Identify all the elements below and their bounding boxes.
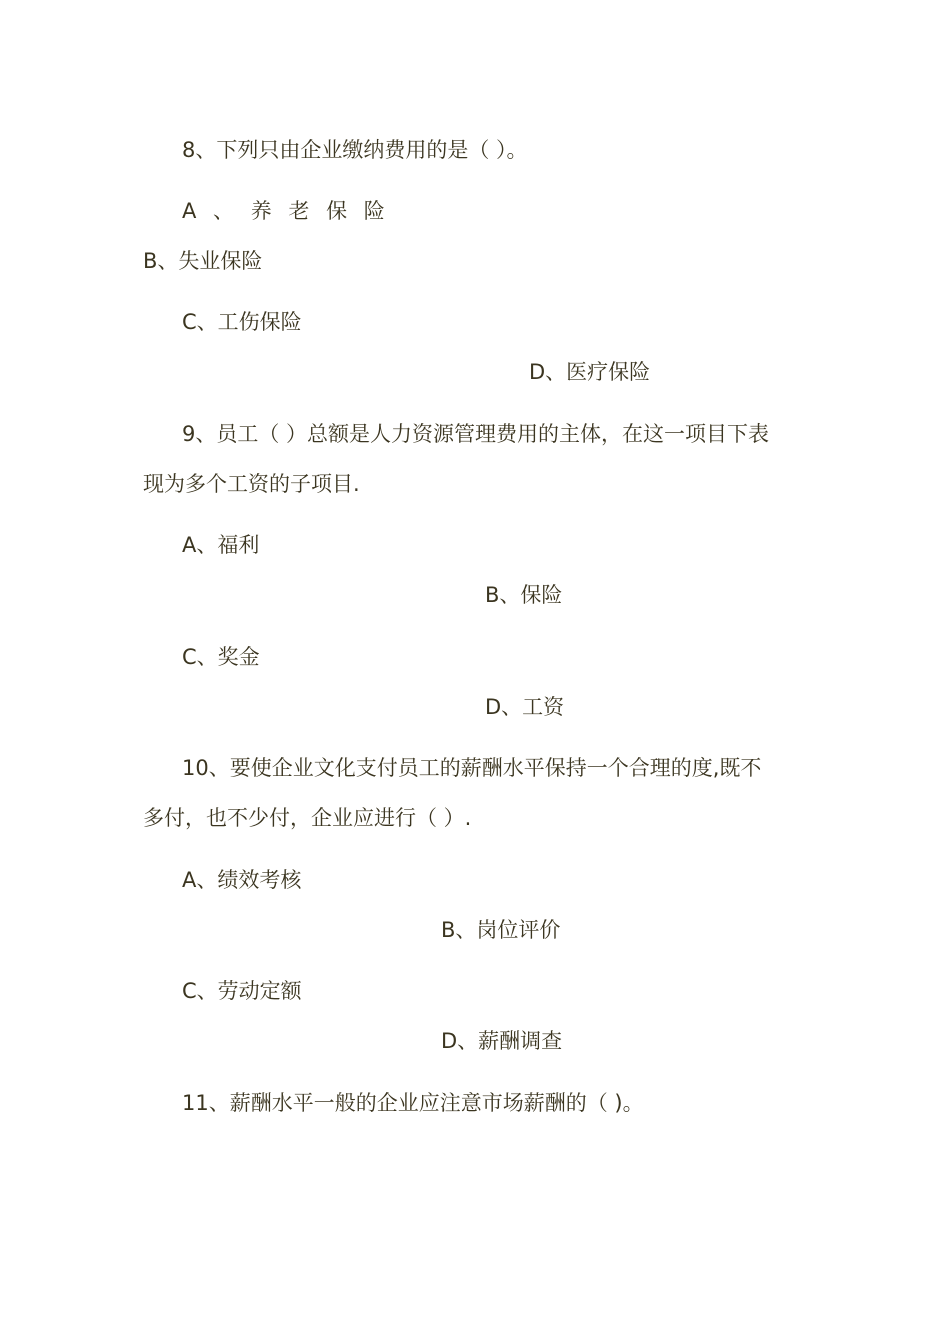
question-8-option-a: A 、 养 老 保 险 bbox=[182, 199, 390, 223]
question-9-stem-line1: 9、员工（ ）总额是人力资源管理费用的主体，在这一项目下表 bbox=[182, 422, 770, 446]
question-10-option-a: A、绩效考核 bbox=[182, 868, 302, 892]
question-10-option-d: D、薪酬调查 bbox=[441, 1029, 563, 1053]
question-8-option-b: B、失业保险 bbox=[143, 249, 263, 273]
question-10-stem-line2: 多付，也不少付，企业应进行（ ）. bbox=[143, 806, 472, 830]
question-11-stem: 11、薪酬水平一般的企业应注意市场薪酬的（ )。 bbox=[182, 1091, 644, 1115]
question-9-stem-line2: 现为多个工资的子项目. bbox=[143, 472, 360, 496]
question-10-option-c: C、劳动定额 bbox=[182, 979, 302, 1003]
question-9-option-d: D、工资 bbox=[485, 695, 565, 719]
question-10-stem-line1: 10、要使企业文化支付员工的薪酬水平保持一个合理的度,既不 bbox=[182, 756, 762, 780]
question-9-option-b: B、保险 bbox=[485, 583, 563, 607]
question-8-option-d: D、医疗保险 bbox=[529, 360, 651, 384]
question-8-stem: 8、下列只由企业缴纳费用的是（ ）。 bbox=[182, 138, 528, 162]
question-10-option-b: B、岗位评价 bbox=[441, 918, 561, 942]
question-9-option-a: A、福利 bbox=[182, 533, 260, 557]
question-9-option-c: C、奖金 bbox=[182, 645, 260, 669]
question-8-option-c: C、工伤保险 bbox=[182, 310, 302, 334]
